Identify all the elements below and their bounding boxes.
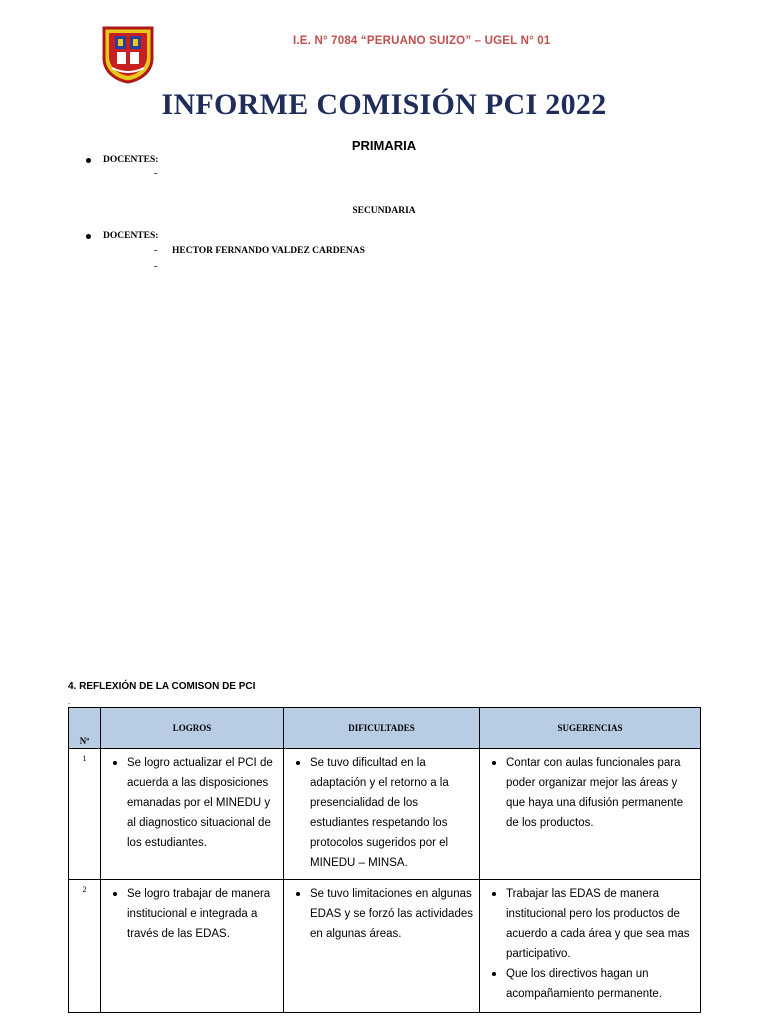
secundaria-docentes-item xyxy=(86,231,158,241)
primaria-docentes-label: DOCENTES: xyxy=(103,155,159,165)
list-item: Se logro actualizar el PCI de acuerda a las disposiciones emanadas por el MINEDU y al diagnostico situacional de los estudiantes. xyxy=(127,753,277,853)
school-header: I.E. N° 7084 “PERUANO SUIZO” – UGEL N° 01 xyxy=(293,35,551,47)
page-title: INFORME COMISIÓN PCI 2022 xyxy=(161,88,607,121)
primaria-docentes-item xyxy=(86,155,158,165)
table-row xyxy=(69,880,701,1013)
primaria-heading: PRIMARIA xyxy=(351,138,417,153)
column-header-dificultades: DIFICULTADES xyxy=(284,708,480,749)
bullet-icon xyxy=(86,158,91,163)
list-item: Que los directivos hagan un acompañamiento permanente. xyxy=(506,964,694,1004)
table-row xyxy=(69,749,701,880)
secundaria-docente-entry xyxy=(154,262,172,272)
dash-marker: - xyxy=(154,246,158,256)
row-number: 2 xyxy=(69,880,101,1013)
sugerencias-cell xyxy=(480,749,701,880)
column-header-logros: LOGROS xyxy=(101,708,284,749)
docente-name: HECTOR FERNANDO VALDEZ CARDENAS xyxy=(172,246,365,256)
bullet-icon xyxy=(86,234,91,239)
secundaria-docente-entry xyxy=(154,246,365,256)
column-header-no: Nº xyxy=(69,708,101,749)
list-item: Se tuvo limitaciones en algunas EDAS y se forzó las actividades en algunas áreas. xyxy=(310,884,473,944)
stray-dot: . xyxy=(68,697,71,706)
school-crest-icon xyxy=(100,24,156,84)
primaria-docente-entry xyxy=(154,169,172,179)
secundaria-heading: SECUNDARIA xyxy=(352,206,416,216)
list-item: Se logro trabajar de manera institucional e integrada a través de las EDAS. xyxy=(127,884,277,944)
column-header-sugerencias: SUGERENCIAS xyxy=(480,708,701,749)
row-number: 1 xyxy=(69,749,101,880)
table-header-row xyxy=(69,708,701,749)
reflexion-heading: 4. REFLEXIÓN DE LA COMISON DE PCI xyxy=(68,681,256,692)
dash-marker: - xyxy=(154,262,158,272)
list-item: Se tuvo dificultad en la adaptación y el retorno a la presencialidad de los estudiantes respetando los protocolos sugeridos por el MINEDU – MINSA. xyxy=(310,753,473,873)
dificultades-cell xyxy=(284,880,480,1013)
logros-cell xyxy=(101,880,284,1013)
reflexion-table xyxy=(68,707,701,1013)
sugerencias-cell xyxy=(480,880,701,1013)
secundaria-docentes-label: DOCENTES: xyxy=(103,231,159,241)
logros-cell xyxy=(101,749,284,880)
dificultades-cell xyxy=(284,749,480,880)
list-item: Contar con aulas funcionales para poder organizar mejor las áreas y que haya una difusión permanente de los productos. xyxy=(506,753,694,833)
list-item: Trabajar las EDAS de manera institucional pero los productos de acuerdo a cada área y que sea mas participativo. xyxy=(506,884,694,964)
dash-marker: - xyxy=(154,169,158,179)
